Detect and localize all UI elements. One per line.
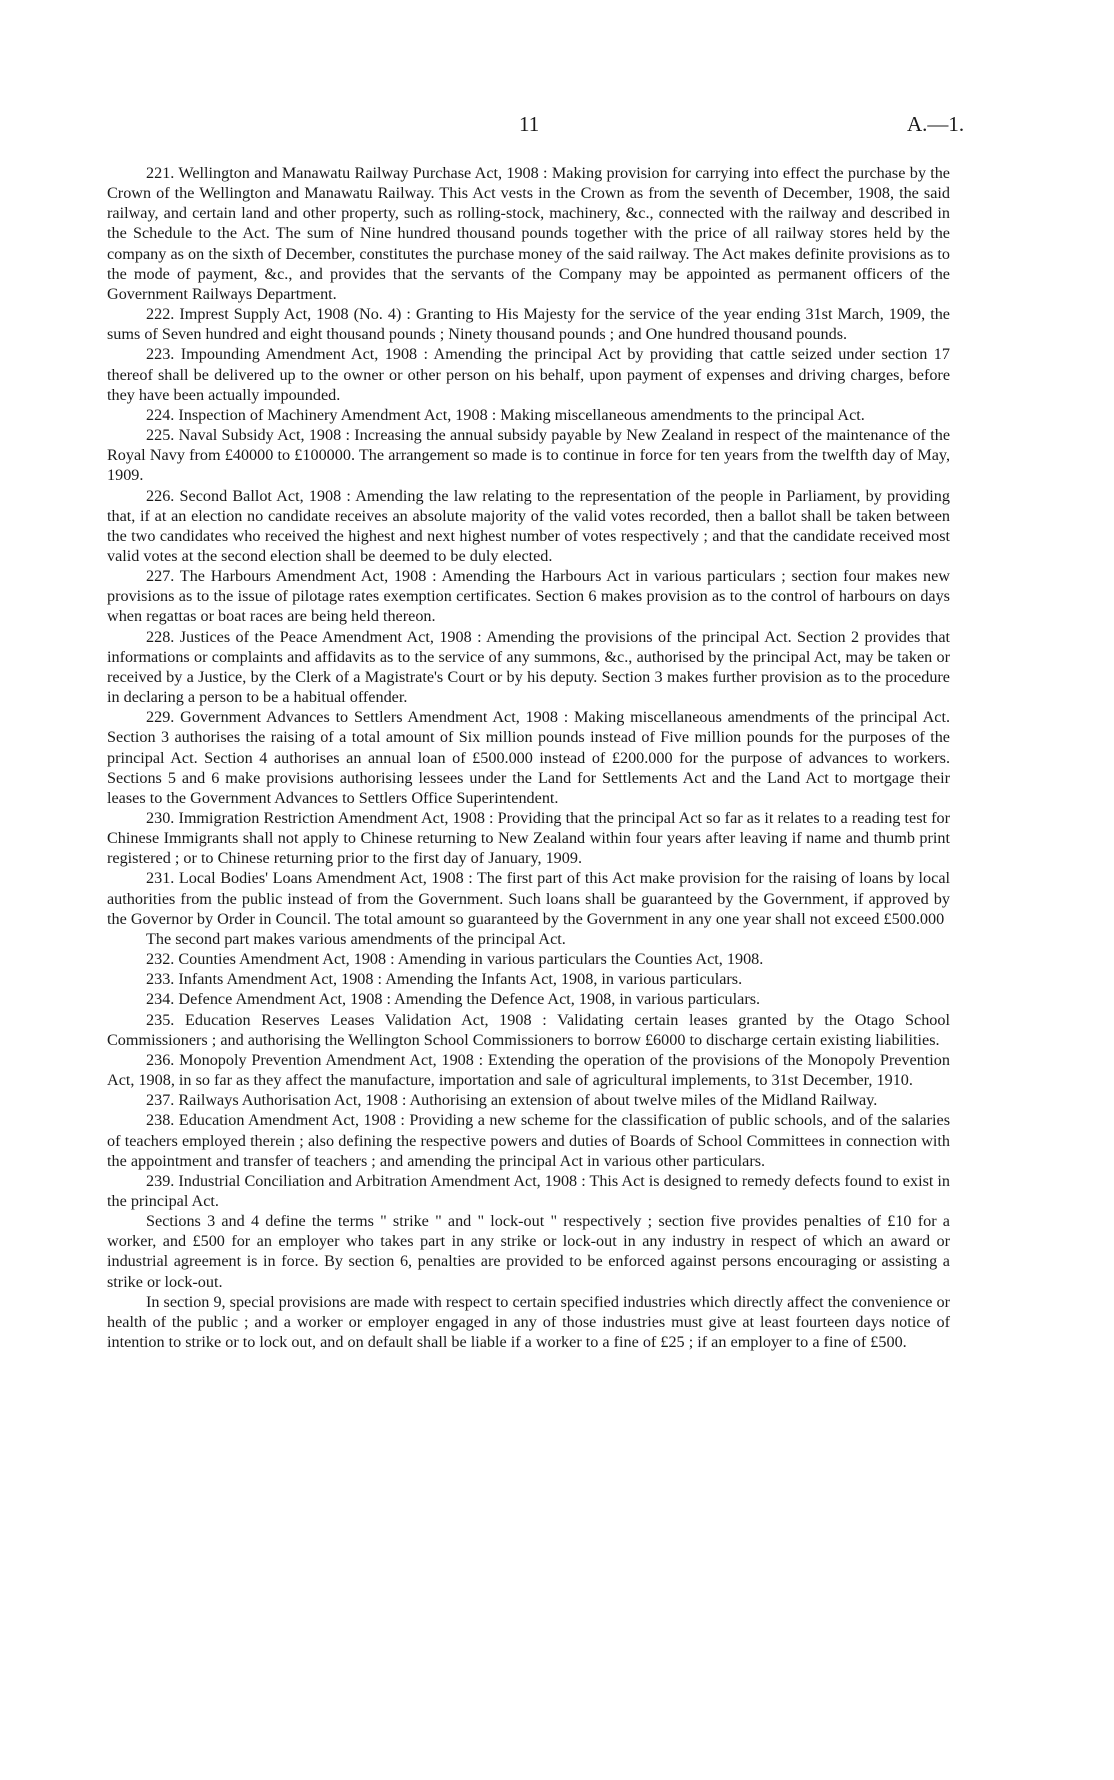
paragraph-228: 228. Justices of the Peace Amendment Act, 1908 : Amending the provisions of the principal Act. Section 2 provides that informations or complaints and affidavits as to the service of any summons, &c., authorised by the principal Act, may be taken or received by a Justice, by the Clerk of a Magistrate's Court or by his deputy. Section 3 makes further provision as to the procedure in declaring a person to be a habitual offender.: [107, 627, 950, 707]
paragraph-229: 229. Government Advances to Settlers Amendment Act, 1908 : Making miscellaneous amendments of the principal Act. Section 3 authorises the raising of a total amount of Six million pounds instead of Five million pounds for the purposes of the principal Act. Section 4 authorises an annual loan of £500.000 instead of £200.000 for the purpose of advances to workers. Sections 5 and 6 make provisions authorising lessees under the Land for Settlements Act and the Land Act to mortgage their leases to the Government Advances to Settlers Office Superintendent.: [107, 708, 950, 807]
paragraph-232: 232. Counties Amendment Act, 1908 : Amending in various particulars the Counties Act, 1908.: [146, 950, 764, 969]
paragraph-235: 235. Education Reserves Leases Validation Act, 1908 : Validating certain leases granted by the Otago School Commissioners ; and authorising the Wellington School Commissioners to borrow £6000 to discharge certain existing liabilities.: [107, 1010, 950, 1049]
paragraph-221: 221. Wellington and Manawatu Railway Purchase Act, 1908 : Making provision for carrying into effect the purchase by the Crown of the Wellington and Manawatu Railway. This Act vests in the Crown as from the seventh of December, 1908, the said railway, and certain land and other property, such as rolling-stock, machinery, &c., connected with the railway and described in the Schedule to the Act. The sum of Nine hundred thousand pounds together with the price of all railway stores held by the company as on the sixth of December, constitutes the purchase money of the said railway. The Act makes definite provisions as to the mode of payment, &c., and provides that the servants of the Company may be appointed as permanent officers of the Government Railways Department.: [107, 164, 950, 303]
paragraph-234: 234. Defence Amendment Act, 1908 : Amending the Defence Act, 1908, in various particulars.: [146, 990, 761, 1009]
paragraph-236: 236. Monopoly Prevention Amendment Act, 1908 : Extending the operation of the provisions of the Monopoly Prevention Act, 1908, in so far as they affect the manufacture, importation and sale of agricultural implements, to 31st December, 1910.: [107, 1050, 950, 1090]
paragraph-227: 227. The Harbours Amendment Act, 1908 : Amending the Harbours Act in various particulars ; section four makes new provisions as to the issue of pilotage rates exemption certificates. Section 6 makes provision as to the control of harbours on days when regattas or boat races are being held thereon.: [107, 567, 950, 626]
paragraph-239-section-9: In section 9, special provisions are made with respect to certain specified industries which directly affect the convenience or health of the public ; and a worker or employer engaged in any of those industries must give at least fourteen days notice of intention to strike or to lock out, and on default shall be liable if a worker to a fine of £25 ; if an employer to a fine of £500.: [107, 1292, 950, 1352]
paragraph-225: 225. Naval Subsidy Act, 1908 : Increasing the annual subsidy payable by New Zealand in respect of the maintenance of the Royal Navy from £40000 to £100000. The arrangement so made is to continue in force for ten years from the twelfth day of May, 1909.: [107, 426, 950, 485]
paragraph-230: 230. Immigration Restriction Amendment Act, 1908 : Providing that the principal Act so far as it relates to a reading test for Chinese Immigrants shall not apply to Chinese returning to New Zealand within four years after leaving if name and thumb print registered ; or to Chinese returning prior to the first day of January, 1909.: [107, 809, 950, 868]
page-number: 11: [519, 112, 540, 136]
body-text: [107, 163, 950, 1352]
paragraph-237: 237. Railways Authorisation Act, 1908 : Authorising an extension of about twelve miles of the Midland Railway.: [146, 1091, 878, 1110]
paragraph-223: 223. Impounding Amendment Act, 1908 : Amending the principal Act by providing that cattle seized under section 17 thereof shall be delivered up to the owner or other person on his behalf, upon payment of expenses and driving charges, before they have been actually impounded.: [107, 345, 950, 404]
paragraph-222: 222. Imprest Supply Act, 1908 (No. 4) : Granting to His Majesty for the service of the year ending 31st March, 1909, the sums of Seven hundred and eight thousand pounds ; Ninety thousand pounds ; and One hundred thousand pounds.: [107, 305, 950, 344]
paragraph-224: 224. Inspection of Machinery Amendment Act, 1908 : Making miscellaneous amendments to the principal Act.: [146, 405, 865, 424]
paragraph-233: 233. Infants Amendment Act, 1908 : Amending the Infants Act, 1908, in various particulars.: [146, 970, 743, 989]
page-header: [0, 112, 1114, 142]
paragraph-239: 239. Industrial Conciliation and Arbitration Amendment Act, 1908 : This Act is designed to remedy defects found to exist in the principal Act.: [107, 1171, 951, 1210]
paragraph-231-continued: The second part makes various amendments of the principal Act.: [146, 929, 566, 948]
paragraph-226: 226. Second Ballot Act, 1908 : Amending the law relating to the representation of the people in Parliament, by providing that, if at an election no candidate receives an absolute majority of the valid votes recorded, then a ballot shall be taken between the two candidates who received the highest and next highest number of votes respectively ; and that the candidate received most valid votes at the second election shall be deemed to be duly elected.: [107, 486, 950, 565]
document-reference: A.—1.: [907, 112, 965, 136]
paragraph-238: 238. Education Amendment Act, 1908 : Providing a new scheme for the classification of public schools, and of the salaries of teachers employed therein ; also defining the respective powers and duties of Boards of School Committees in connection with the appointment and transfer of teachers ; and amending the principal Act in various other particulars.: [107, 1111, 950, 1170]
paragraph-231: 231. Local Bodies' Loans Amendment Act, 1908 : The first part of this Act make provision for the raising of loans by local authorities from the public instead of from the Government. Such loans shall be guaranteed by the Government, if approved by the Governor by Order in Council. The total amount so guaranteed by the Government in any one year shall not exceed £500.000: [107, 869, 950, 928]
paragraph-239-sections: Sections 3 and 4 define the terms " strike " and " lock-out " respectively ; section five provides penalties of £10 for a worker, and £500 for an employer who takes part in any strike or lock-out in any industry in respect of which an award or industrial agreement is in force. By section 6, penalties are provided to be enforced against persons encouraging or assisting a strike or lock-out.: [107, 1212, 950, 1291]
